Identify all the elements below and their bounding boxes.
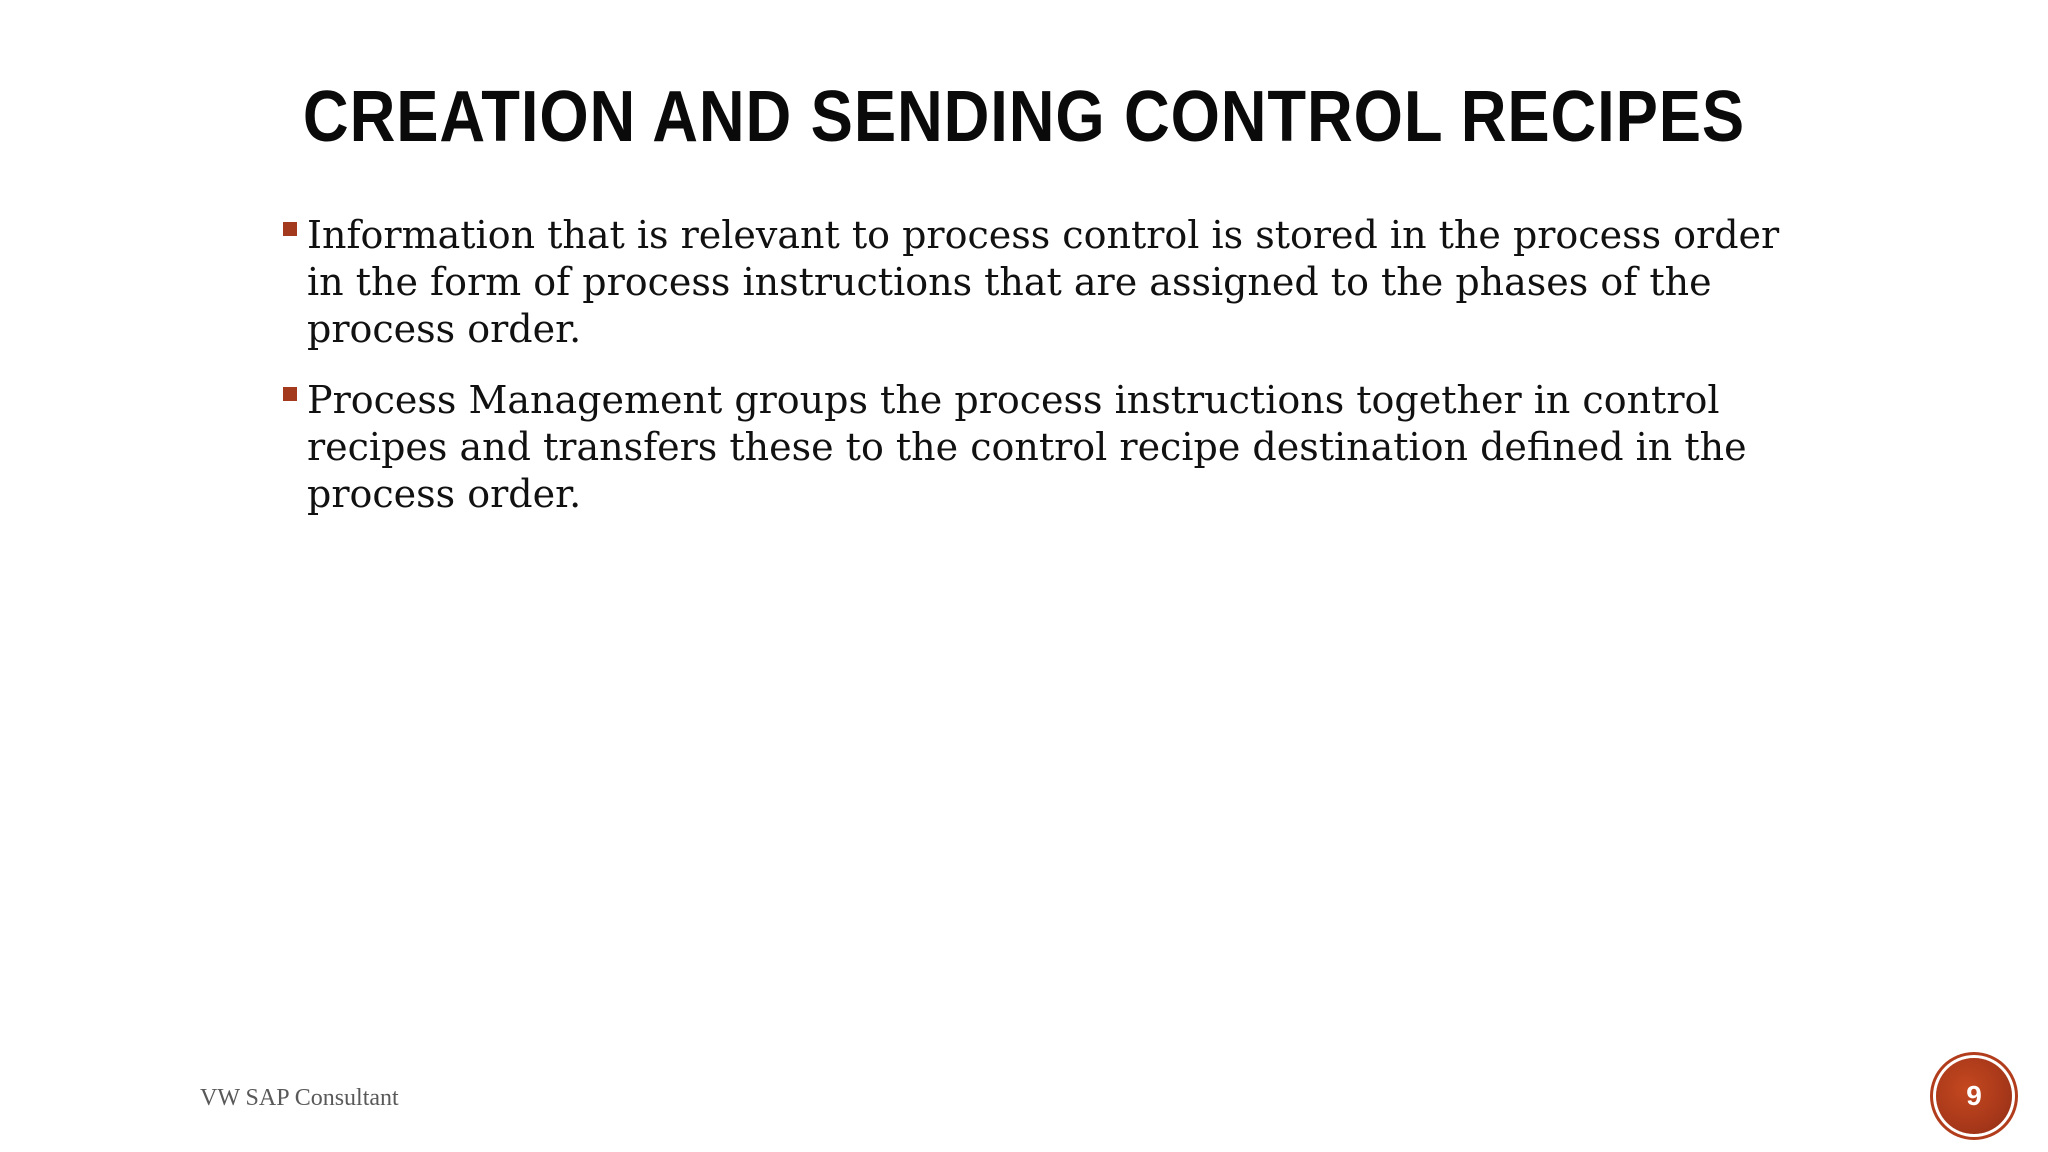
slide-title: CREATION AND SENDING CONTROL RECIPES [302, 77, 1746, 157]
bullet-text: Process Management groups the process instructions together in control recipes and transfers these to the control recipe destination defined in the process order. [307, 378, 1747, 516]
bullet-item [280, 212, 1820, 353]
bullet-list [280, 212, 1820, 542]
page-number: 9 [1966, 1080, 1982, 1111]
footer-text: VW SAP Consultant [200, 1085, 399, 1111]
page-number-badge [1936, 1058, 2012, 1134]
square-bullet-icon [283, 387, 297, 401]
square-bullet-icon [283, 222, 297, 236]
bullet-item [280, 377, 1820, 518]
bullet-text: Information that is relevant to process control is stored in the process order in the form of process instructions that are assigned to the phases of the process order. [307, 213, 1780, 351]
